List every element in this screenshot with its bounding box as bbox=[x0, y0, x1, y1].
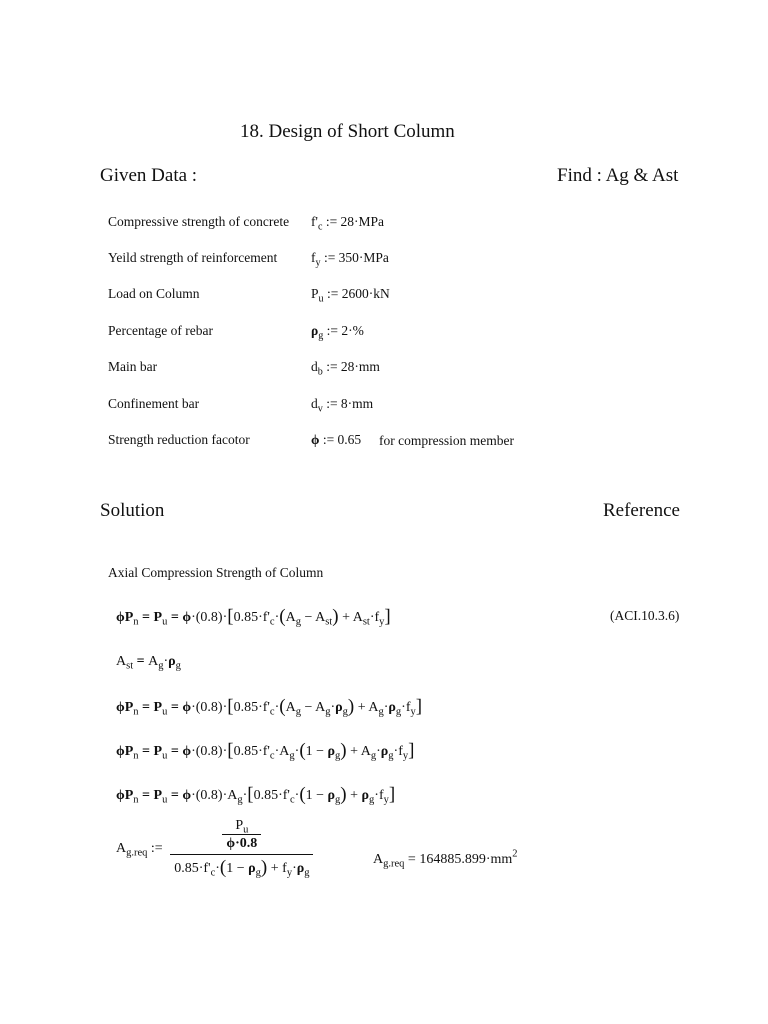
variable-value: := 2600·kN bbox=[326, 286, 390, 301]
given-label: Yeild strength of reinforcement bbox=[108, 250, 278, 265]
variable-symbol: ϕ bbox=[311, 432, 320, 447]
variable-subscript: c bbox=[317, 221, 323, 233]
solution-heading: Solution bbox=[100, 500, 165, 521]
given-expression bbox=[311, 250, 389, 269]
equation-5: $\phi P_n = P_u = \phi\cdot(0.8)\cdot A_g\cdot[0.85\cdot f'_c\cdot(1 - \rho_g) + \rho_g\cdot f_y]$ bbox=[116, 784, 396, 806]
given-label: Load on Column bbox=[108, 286, 200, 301]
variable-symbol: P bbox=[311, 286, 319, 301]
given-label: Confinement bar bbox=[108, 396, 200, 411]
given-expression bbox=[311, 323, 364, 342]
equation-1: $\phi P_n = P_u = \phi\cdot(0.8)\cdot[0.85\cdot f'_c\cdot(A_g - A_{st}) + A_{st}\cdot f_y]$ bbox=[116, 606, 391, 628]
find-heading: Find : Ag & Ast bbox=[557, 165, 679, 186]
given-expression bbox=[311, 214, 385, 233]
given-expression bbox=[311, 432, 361, 448]
agreq-equation: $A_{g.req}$ := $\frac{\frac{P_u}{\phi\cdot 0.8}}{0.85\cdot f'_c\cdot(1 - \rho_g) + f_y\cdot\rho_g}$ bbox=[116, 818, 313, 879]
aci-reference: (ACI.10.3.6) bbox=[610, 608, 680, 623]
given-label: Percentage of rebar bbox=[108, 323, 213, 338]
given-expression bbox=[311, 359, 380, 378]
given-label: Compressive strength of concrete bbox=[108, 214, 290, 229]
variable-subscript: v bbox=[317, 403, 323, 415]
reference-heading: Reference bbox=[603, 500, 680, 521]
variable-value: := 2·% bbox=[326, 323, 364, 338]
given-data-heading: Given Data : bbox=[100, 165, 198, 186]
variable-value: := 28·mm bbox=[326, 359, 380, 374]
variable-subscript: g bbox=[318, 330, 324, 342]
agreq-result: $A_{g.req} = 164885.899\cdot mm^2$ bbox=[373, 848, 518, 870]
variable-subscript: y bbox=[315, 257, 321, 269]
variable-symbol: f' bbox=[311, 214, 318, 229]
page-title: 18. Design of Short Column bbox=[240, 121, 455, 142]
given-label: Strength reduction facotor bbox=[108, 432, 250, 447]
agreq-fraction: $\frac{\frac{P_u}{\phi\cdot 0.8}}{0.85\cdot f'_c\cdot(1 - \rho_g) + f_y\cdot\rho_g}$ bbox=[170, 818, 313, 879]
variable-symbol: f bbox=[311, 250, 316, 265]
axial-label: Axial Compression Strength of Column bbox=[108, 565, 324, 580]
equation-2: $A_{st} = A_g\cdot\rho_g$ bbox=[116, 654, 181, 672]
variable-value: := 28·MPa bbox=[325, 214, 385, 229]
given-label: Main bar bbox=[108, 359, 158, 374]
variable-value: := 350·MPa bbox=[323, 250, 389, 265]
variable-symbol: d bbox=[311, 359, 318, 374]
variable-subscript: u bbox=[318, 293, 324, 305]
variable-symbol: ρ bbox=[311, 323, 319, 338]
given-expression bbox=[311, 286, 390, 305]
equation-3: $\phi P_n = P_u = \phi\cdot(0.8)\cdot[0.85\cdot f'_c\cdot(A_g - A_g\cdot\rho_g) + A_g\cdot\rho_g\cdot f_y]$ bbox=[116, 696, 423, 718]
variable-value: := 0.65 bbox=[322, 432, 362, 447]
variable-symbol: d bbox=[311, 396, 318, 411]
phi-note: for compression member bbox=[379, 433, 514, 448]
variable-subscript: b bbox=[317, 366, 323, 378]
given-expression bbox=[311, 396, 374, 415]
equation-4: $\phi P_n = P_u = \phi\cdot(0.8)\cdot[0.85\cdot f'_c\cdot A_g\cdot(1 - \rho_g) + A_g\cdot\rho_g\cdot f_y]$ bbox=[116, 740, 415, 762]
variable-value: := 8·mm bbox=[326, 396, 374, 411]
